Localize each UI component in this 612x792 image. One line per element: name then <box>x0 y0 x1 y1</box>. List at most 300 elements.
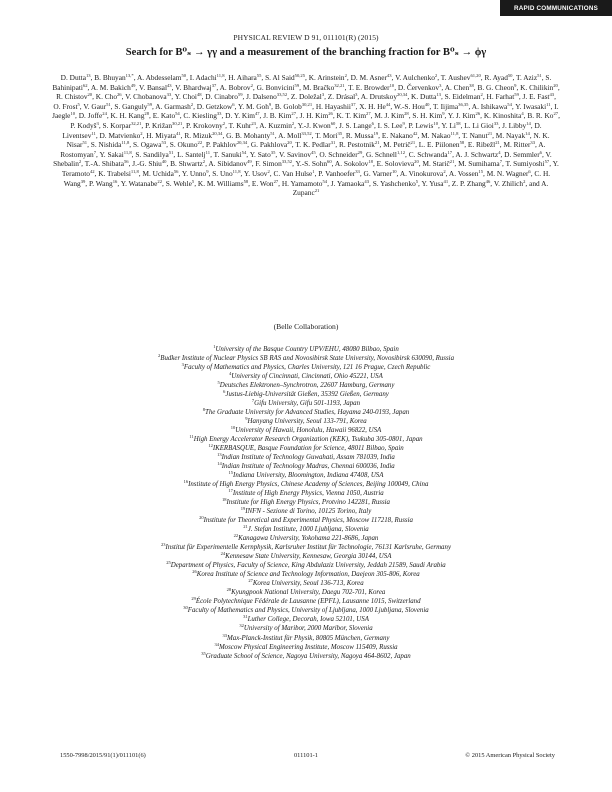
author-name: F. Simon <box>255 159 282 169</box>
author-affiliation-marker: 17 <box>447 149 453 155</box>
author-name: V. Gaur <box>83 101 107 111</box>
author-affiliation-marker: 33,52 <box>276 92 288 98</box>
author-name: P. Krokovny <box>186 120 223 130</box>
affiliation-item <box>60 435 552 444</box>
author-name: A. Chen <box>444 82 470 92</box>
author-name: A. M. Bakich <box>90 82 131 92</box>
author-entry: D. Cinabro$^{59}$, <box>205 92 245 102</box>
author-name: E. Solovieva <box>376 159 415 169</box>
author-name: B. G. Cheon <box>477 82 515 92</box>
author-entry: B. Golob$^{30,21}$, <box>274 101 314 111</box>
author-name: A. Sokolov <box>334 159 369 169</box>
author-affiliation-marker: 40 <box>424 101 430 107</box>
author-name: W.-S. Hou <box>393 101 425 111</box>
affiliation-number: 18 <box>221 497 227 503</box>
rapid-communications-banner: RAPID COMMUNICATIONS <box>500 0 612 16</box>
affiliation-text: Institute for High Energy Physics, Protvino 142281, Russia <box>226 499 390 507</box>
author-affiliation-marker: 2 <box>523 178 526 184</box>
affiliation-text: Gifu University, Gifu 501-1193, Japan <box>254 400 361 408</box>
author-affiliation-marker: 37 <box>350 101 356 107</box>
author-entry: K. M. Williams$^{58}$, <box>197 178 251 188</box>
affiliation-text: INFN - Sezione di Torino, 10125 Torino, Italy <box>245 508 372 516</box>
author-name: R. Chistov <box>56 92 88 102</box>
author-affiliation-marker: 3 <box>355 92 358 98</box>
author-name: A. J. Schwartz <box>455 149 499 159</box>
author-name: V. Shebalin <box>53 149 552 169</box>
author-entry: T. Nanut$^{21}$, <box>461 130 494 140</box>
author-affiliation-marker: 33 <box>530 140 536 146</box>
journal-header: PHYSICAL REVIEW D 91, 011101(R) (2015) <box>233 33 379 42</box>
author-entry: X. H. He$^{44}$, <box>359 101 393 111</box>
affiliation-text: Kennesaw State University, Kennesaw, Georgia 30144, USA <box>225 553 392 561</box>
author-affiliation-marker: 11,8 <box>123 149 132 155</box>
author-affiliation-marker: 59 <box>237 92 243 98</box>
author-affiliation-marker: 20,34 <box>236 140 248 146</box>
author-affiliation-marker: 33 <box>355 168 360 174</box>
author-name: T. Nanut <box>461 130 488 140</box>
author-affiliation-marker: 11,8 <box>450 130 459 136</box>
affiliation-item <box>60 615 552 624</box>
author-affiliation-marker: 59 <box>514 92 519 98</box>
author-name: A. Bobrov <box>219 82 251 92</box>
author-affiliation-marker: 22 <box>157 178 163 184</box>
author-entry: Y. M. Goh$^9$, <box>237 101 274 111</box>
author-name: O. Schneider <box>319 149 358 159</box>
affiliation-item <box>60 354 552 363</box>
author-entry: T.-A. Shibata$^{56}$, <box>84 159 131 169</box>
author-name: H. Hayashii <box>315 101 351 111</box>
author-entry: M. N. Wagner$^6$, <box>486 168 533 178</box>
affiliation-text: Luther College, Decorah, Iowa 52101, USA <box>247 616 369 624</box>
author-affiliation-marker: 50 <box>507 73 513 78</box>
author-affiliation-marker: 11 <box>205 149 211 155</box>
affiliation-text: Kanagawa University, Yokohama 221-8686, Japan <box>238 535 379 543</box>
author-affiliation-marker: 5 <box>191 178 195 184</box>
author-affiliation-marker: 11,8 <box>121 140 130 146</box>
author-entry: S. Ogawa$^{53}$, <box>132 140 168 150</box>
author-affiliation-marker: 43 <box>386 73 392 78</box>
author-affiliation-marker: 41 <box>176 130 181 136</box>
affiliation-text: Graduate School of Science, Nagoya University, Nagoya 464-8602, Japan <box>205 652 411 660</box>
author-name: D. Joffe <box>78 111 103 121</box>
author-affiliation-marker: 44 <box>385 101 391 107</box>
affiliation-item <box>60 624 552 633</box>
affiliation-text: Institute of High Energy Physics, Vienna 1050, Austria <box>232 490 384 498</box>
author-entry: E. Kato$^{54}$, <box>152 111 182 121</box>
author-entry: S. Nishida$^{11,8}$, <box>90 140 132 150</box>
author-name: J. Yamaoka <box>330 178 365 188</box>
author-entry: S. Wehle$^5$, <box>165 178 197 188</box>
author-affiliation-marker: 6 <box>371 120 374 126</box>
affiliation-number: 16 <box>183 479 189 485</box>
author-entry: A. Bobrov$^2$, <box>219 82 255 92</box>
author-entry: K. T. Kim$^{27}$, <box>336 111 373 121</box>
author-entry: I. S. Lee$^9$, <box>377 120 407 130</box>
affiliation-number: 25 <box>166 560 171 566</box>
author-entry: A. Vossen$^{15}$, <box>448 168 485 178</box>
affiliation-item <box>60 363 552 372</box>
author-name: T. Aziz <box>516 73 538 82</box>
author-entry: B. Shwartz$^2$, <box>170 159 207 169</box>
affiliation-text: J. Stefan Institute, 1000 Ljubljana, Slovenia <box>247 526 369 534</box>
author-affiliation-marker: 60 <box>330 120 336 126</box>
affiliation-item <box>60 534 552 543</box>
author-entry: V. Gaur$^{51}$, <box>83 101 113 111</box>
affiliation-number: 17 <box>228 488 233 494</box>
author-affiliation-marker: 10 <box>433 120 438 126</box>
affiliation-text: High Energy Accelerator Research Organization (KEK), Tsukuba 305-0801, Japan <box>193 436 423 444</box>
author-name: T. Kuhr <box>228 120 252 130</box>
author-entry: C. Van Hulse$^1$, <box>273 168 317 178</box>
affiliation-text: Indian Institute of Technology Madras, Chennai 600036, India <box>221 463 395 471</box>
author-name: D. M. Asner <box>350 73 387 82</box>
author-entry: K. Cho$^{26}$, <box>95 92 124 102</box>
footer-issn: 1550-7998/2015/91(1)/011101(6) <box>60 752 146 759</box>
author-entry: G. Schnell$^{1,12}$, <box>365 149 407 159</box>
affiliation-text: Deutsches Elektronen–Synchrotron, 22607 Hamburg, Germany <box>219 382 395 390</box>
author-affiliation-marker: 21 <box>374 140 380 146</box>
author-affiliation-marker: 10 <box>391 168 397 174</box>
affiliation-number: 9 <box>245 416 248 422</box>
author-affiliation-marker: 30,21 <box>172 120 183 126</box>
affiliation-item <box>60 372 552 381</box>
author-affiliation-marker: 43 <box>364 178 370 184</box>
author-list <box>52 73 560 198</box>
affiliation-item <box>60 471 552 480</box>
author-entry: A. Chen$^{38}$, <box>444 82 476 92</box>
author-entry: A. J. Schwartz$^4$, <box>455 149 503 159</box>
affiliation-number: 4 <box>229 371 232 377</box>
author-entry: A. M. Bakich$^{49}$, <box>90 82 138 92</box>
author-name: D. Dutta <box>60 73 86 82</box>
author-name: Z. Drásal <box>327 92 356 102</box>
author-affiliation-marker: 26 <box>328 111 333 117</box>
author-affiliation-marker: 24 <box>102 111 107 117</box>
author-entry: K. Dutta$^{13}$, <box>411 92 443 102</box>
author-name: I. S. Lee <box>377 120 403 130</box>
author-entry: T. Aziz$^{51}$, <box>516 73 544 82</box>
affiliation-text: Institute for Theoretical and Experimental Physics, Moscow 117218, Russia <box>203 517 413 525</box>
author-entry: D. Semmler$^6$, <box>504 149 544 159</box>
author-entry: C. Kiesling$^{33}$, <box>183 111 224 121</box>
affiliation-text: Indian Institute of Technology Guwahati, Assam 781039, India <box>221 454 395 462</box>
author-entry: J.-G. Shiu$^{40}$, <box>132 159 169 169</box>
author-entry: E. Ribežl$^{21}$, <box>467 140 502 150</box>
author-affiliation-marker: 48 <box>196 92 202 98</box>
author-affiliation-marker: 37 <box>211 82 217 88</box>
author-affiliation-marker: 3 <box>96 120 99 126</box>
author-affiliation-marker: 3 <box>321 92 325 98</box>
author-name: A. Garmash <box>155 101 191 111</box>
affiliation-item <box>60 561 552 570</box>
author-entry: A. Ishikawa$^{54}$, <box>471 101 514 111</box>
affiliation-number: 13 <box>217 452 222 458</box>
author-name: H. Yamamoto <box>281 178 323 188</box>
author-affiliation-marker: 47 <box>254 111 260 117</box>
author-entry: S. Ganguly$^{59}$, <box>114 101 154 111</box>
author-entry: J. B. Kim$^{27}$, <box>263 111 298 121</box>
author-entry: Y. Li$^{58}$, <box>441 120 463 130</box>
affiliation-item <box>60 408 552 417</box>
author-name: J. Libby <box>502 120 527 130</box>
author-entry: H. Miyata$^{41}$, <box>146 130 183 140</box>
author-name: A. Abdesselam <box>137 73 182 82</box>
affiliation-item <box>60 489 552 498</box>
author-affiliation-marker: 49 <box>247 159 252 165</box>
author-entry: Y. Choi$^{48}$, <box>174 92 204 102</box>
affiliation-text: University of Maribor, 2000 Maribor, Slovenia <box>243 625 373 633</box>
affiliation-text: Faculty of Mathematics and Physics, University of Ljubljana, 1000 Ljubljana, Slovenia <box>187 607 429 615</box>
author-entry: L. Santelj$^{11}$, <box>177 149 212 159</box>
author-entry: P. Vanhoefer$^{33}$, <box>318 168 362 178</box>
author-entry: Y. Sakai$^{11,8}$, <box>99 149 134 159</box>
author-entry: K. H. Kang$^{28}$, <box>110 111 151 121</box>
author-affiliation-marker: 21 <box>495 140 500 146</box>
author-entry: S. Korpar$^{32,21}$, <box>102 120 144 130</box>
author-entry: D. Getzkow$^6$, <box>196 101 237 111</box>
affiliation-number: 15 <box>228 470 234 476</box>
author-name: Y.-S. Sohn <box>295 159 328 169</box>
author-affiliation-marker: 56 <box>123 159 129 165</box>
author-affiliation-marker: 54 <box>322 178 328 184</box>
author-name: V. Chobanova <box>125 92 167 102</box>
author-affiliation-marker: 2 <box>78 159 82 165</box>
affiliation-number: 21 <box>243 524 248 530</box>
author-entry: H. Aihara$^{55}$, <box>228 73 264 82</box>
author-entry: Y. Yusa$^{41}$, <box>421 178 450 188</box>
collaboration-label: (Belle Collaboration) <box>273 322 339 331</box>
author-affiliation-marker: 61,20 <box>470 73 481 78</box>
author-entry: R. Mizuk$^{20,34}$, <box>184 130 225 140</box>
author-name: M. Petrič <box>383 140 411 150</box>
author-name: Z. P. Zhang <box>451 178 486 188</box>
affiliation-item <box>60 552 552 561</box>
author-entry: Y. Teramoto$^{42}$, <box>61 159 559 178</box>
author-name: D. Liventsev <box>62 120 542 140</box>
author-entry: S. Eidelman$^2$, <box>444 92 485 102</box>
author-entry: A. Sibidanov$^{49}$, <box>208 159 254 169</box>
author-entry: M. Starič$^{21}$, <box>422 159 457 169</box>
author-affiliation-marker: 59 <box>294 82 300 88</box>
author-affiliation-marker: 2 <box>443 168 446 174</box>
author-affiliation-marker: 62 <box>82 82 88 88</box>
author-affiliation-marker: 2 <box>344 73 347 78</box>
author-affiliation-marker: 51 <box>106 101 111 107</box>
author-entry: V. Bhardwaj$^{37}$, <box>175 82 219 92</box>
author-entry: V. Shebalin$^2$, <box>53 149 552 169</box>
affiliation-number: 11 <box>189 434 194 440</box>
author-affiliation-marker: 31 <box>330 140 336 146</box>
author-entry: I. Adachi$^{11,8}$, <box>189 73 227 82</box>
author-affiliation-marker: 51 <box>537 73 542 78</box>
author-entry: V. Aulchenko$^2$, <box>395 73 440 82</box>
author-entry: V. Chobanova$^{33}$, <box>125 92 174 102</box>
author-name: M. Sumihama <box>458 159 500 169</box>
author-name: P. Pakhlov <box>205 140 237 150</box>
affiliation-number: 34 <box>214 641 219 647</box>
affiliation-item <box>60 453 552 462</box>
author-affiliation-marker: 1 <box>312 168 315 174</box>
author-name: P. Križan <box>145 120 173 130</box>
affiliation-number: 32 <box>239 623 244 629</box>
author-affiliation-marker: 54 <box>175 111 180 117</box>
author-name: P. Vanhoefer <box>318 168 356 178</box>
author-name: T. Aushev <box>440 73 471 82</box>
author-affiliation-marker: 39 <box>80 178 86 184</box>
author-name: M. Ritter <box>503 140 531 150</box>
author-entry: F. Simon$^{33,52}$, <box>255 159 294 169</box>
author-name: V. Savinov <box>278 149 312 159</box>
author-affiliation-marker: 56 <box>173 168 179 174</box>
author-name: K. Cho <box>95 92 117 102</box>
author-entry: M. Uchida$^{56}$, <box>142 168 181 178</box>
author-entry: S. Uno$^{11,8}$, <box>212 168 243 178</box>
author-affiliation-marker: 45 <box>311 149 316 155</box>
author-entry: P. Križan$^{30,21}$, <box>145 120 185 130</box>
author-entry: Y.-J. Kwon$^{60}$, <box>297 120 338 130</box>
author-name: Y. Choi <box>174 92 197 102</box>
author-entry: J. Yamaoka$^{43}$, <box>330 178 371 188</box>
author-name: M. J. Kim <box>374 111 405 121</box>
author-name: E. Nakano <box>381 130 413 140</box>
author-affiliation-marker: 13,* <box>125 73 134 78</box>
affiliation-text: The Graduate University for Advanced Studies, Hayama 240-0193, Japan <box>204 409 410 417</box>
author-affiliation-marker: 27 <box>273 178 279 184</box>
author-name: V. Aulchenko <box>395 73 435 82</box>
author-entry: A. Kuzmin$^2$, <box>259 120 297 130</box>
affiliation-number: 6 <box>223 389 226 395</box>
author-name: M. Nakao <box>421 130 451 140</box>
author-entry: B. R. Ko$^{27}$, <box>527 111 560 121</box>
author-affiliation-marker: 26 <box>117 92 122 98</box>
author-entry: J. H. Kim$^{26}$, <box>299 111 335 121</box>
author-name: K. H. Kang <box>110 111 145 121</box>
author-affiliation-marker: 21 <box>487 130 493 136</box>
author-entry: Z. P. Zhang$^{46}$, <box>451 178 493 188</box>
affiliation-text: Kyungpook National University, Daegu 702-701, Korea <box>231 589 386 597</box>
author-affiliation-marker: 33,52 <box>301 130 312 136</box>
author-affiliation-marker: 32,21 <box>334 82 345 88</box>
author-affiliation-marker: 11,8 <box>232 168 241 174</box>
author-entry: T. K. Pedlar$^{31}$, <box>295 140 338 150</box>
author-entry: P. Krokovny$^2$, <box>186 120 227 130</box>
author-affiliation-marker: 40 <box>161 159 167 165</box>
author-name: A. Vinokurova <box>399 168 444 178</box>
author-name: K. Arinstein <box>308 73 345 82</box>
author-entry: A. Rostomyan$^7$, <box>60 140 546 159</box>
author-name: S. Ogawa <box>132 140 162 150</box>
author-affiliation-marker: 20 <box>87 92 93 98</box>
author-name: H. Aihara <box>228 73 257 82</box>
author-name: S. Wehle <box>165 178 192 188</box>
author-entry: M. Ritter$^{33}$, <box>503 140 537 150</box>
author-name: O. Frost <box>53 101 78 111</box>
author-affiliation-marker: 36,35 <box>458 101 469 107</box>
author-name: K. Dutta <box>411 92 437 102</box>
author-affiliation-marker: 54 <box>241 149 247 155</box>
author-name: S. Bahinipati <box>52 73 552 92</box>
author-entry: M. Sumihama$^7$, <box>458 159 504 169</box>
author-name: R. Mussa <box>345 130 374 140</box>
author-affiliation-marker: 55 <box>256 73 262 78</box>
author-affiliation-marker: 58 <box>243 178 249 184</box>
author-affiliation-marker: 53 <box>161 140 167 146</box>
author-entry: D. Y. Kim$^{47}$, <box>225 111 262 121</box>
author-entry: S. Okuno$^{22}$, <box>169 140 204 150</box>
affiliation-number: 35 <box>201 650 206 656</box>
author-affiliation-marker: 43 <box>166 82 172 88</box>
author-name: Y. Sakai <box>99 149 124 159</box>
author-entry: R. Mussa$^{19}$, <box>345 130 381 140</box>
author-name: T. Sumiyoshi <box>505 159 545 169</box>
affiliation-text: University of Cincinnati, Cincinnati, Ohio 45221, USA <box>231 373 383 381</box>
author-affiliation-marker: 2 <box>190 101 194 107</box>
author-entry: P. Wang$^{16}$, <box>88 178 120 188</box>
author-name: S. Al Said <box>265 73 295 82</box>
author-affiliation-marker: 35 <box>270 149 276 155</box>
author-affiliation-marker: 2 <box>140 130 143 136</box>
affiliation-number: 30 <box>183 605 188 611</box>
author-name: T. E. Browder <box>348 82 390 92</box>
author-affiliation-marker: 22 <box>197 140 203 146</box>
author-name: E. Ribežl <box>467 140 496 150</box>
author-affiliation-marker: 32,21 <box>131 120 142 126</box>
author-affiliation-marker: 20 <box>414 159 419 165</box>
affiliation-number: 33 <box>222 632 228 638</box>
author-affiliation-marker: 43 <box>549 92 555 98</box>
author-affiliation-marker: 18 <box>368 159 373 165</box>
author-entry: K. Arinstein$^2$, <box>308 73 349 82</box>
author-name: D. Semmler <box>504 149 540 159</box>
author-name: J. B. Kim <box>263 111 292 121</box>
author-entry: M. J. Kim$^{28}$, <box>374 111 411 121</box>
author-entry: C. Schwanda$^{17}$, <box>408 149 454 159</box>
author-entry: S. Al Said$^{50,25}$, <box>265 73 307 82</box>
author-name: E. Kato <box>152 111 176 121</box>
author-name: B. Bhuyan <box>94 73 126 82</box>
author-affiliation-marker: 2 <box>250 82 253 88</box>
author-name: N. K. Nisar <box>66 130 550 150</box>
author-entry: E. Solovieva$^{20}$, <box>376 159 421 169</box>
author-name: I. Adachi <box>189 73 217 82</box>
author-name: S. Okuno <box>169 140 198 150</box>
author-name: P. Wang <box>88 178 113 188</box>
author-entry: O. Schneider$^{29}$, <box>319 149 365 159</box>
author-name: T. Mori <box>315 130 338 140</box>
author-entry: M. Nakao$^{11,8}$, <box>421 130 461 140</box>
affiliation-text: University of Hawaii, Honolulu, Hawaii 96822, USA <box>235 427 382 435</box>
author-affiliation-marker: 51 <box>82 140 88 146</box>
author-name: Y. Usov <box>243 168 268 178</box>
author-affiliation-marker: 11 <box>91 130 96 136</box>
author-name: G. Schnell <box>365 149 397 159</box>
author-name: D. Getzkow <box>196 101 233 111</box>
author-entry: A. Garmash$^2$, <box>155 101 195 111</box>
affiliation-number: 10 <box>230 425 236 431</box>
author-entry: S. Sandilya$^{51}$, <box>135 149 176 159</box>
author-affiliation-marker: 3 <box>439 82 442 88</box>
affiliation-text: Indiana University, Bloomington, Indiana 47408, USA <box>233 472 384 480</box>
author-affiliation-marker: 2 <box>222 120 226 126</box>
author-entry: T. Sanuki$^{54}$, <box>213 149 249 159</box>
author-entry: B. Bhuyan$^{13,*}$, <box>94 73 136 82</box>
author-name: A. Rostomyan <box>60 140 546 159</box>
author-affiliation-marker: 9 <box>206 168 209 174</box>
affiliation-item <box>60 462 552 471</box>
author-affiliation-marker: 9 <box>442 111 445 117</box>
affiliation-number: 2 <box>157 353 161 359</box>
author-affiliation-marker: 59 <box>147 101 152 107</box>
